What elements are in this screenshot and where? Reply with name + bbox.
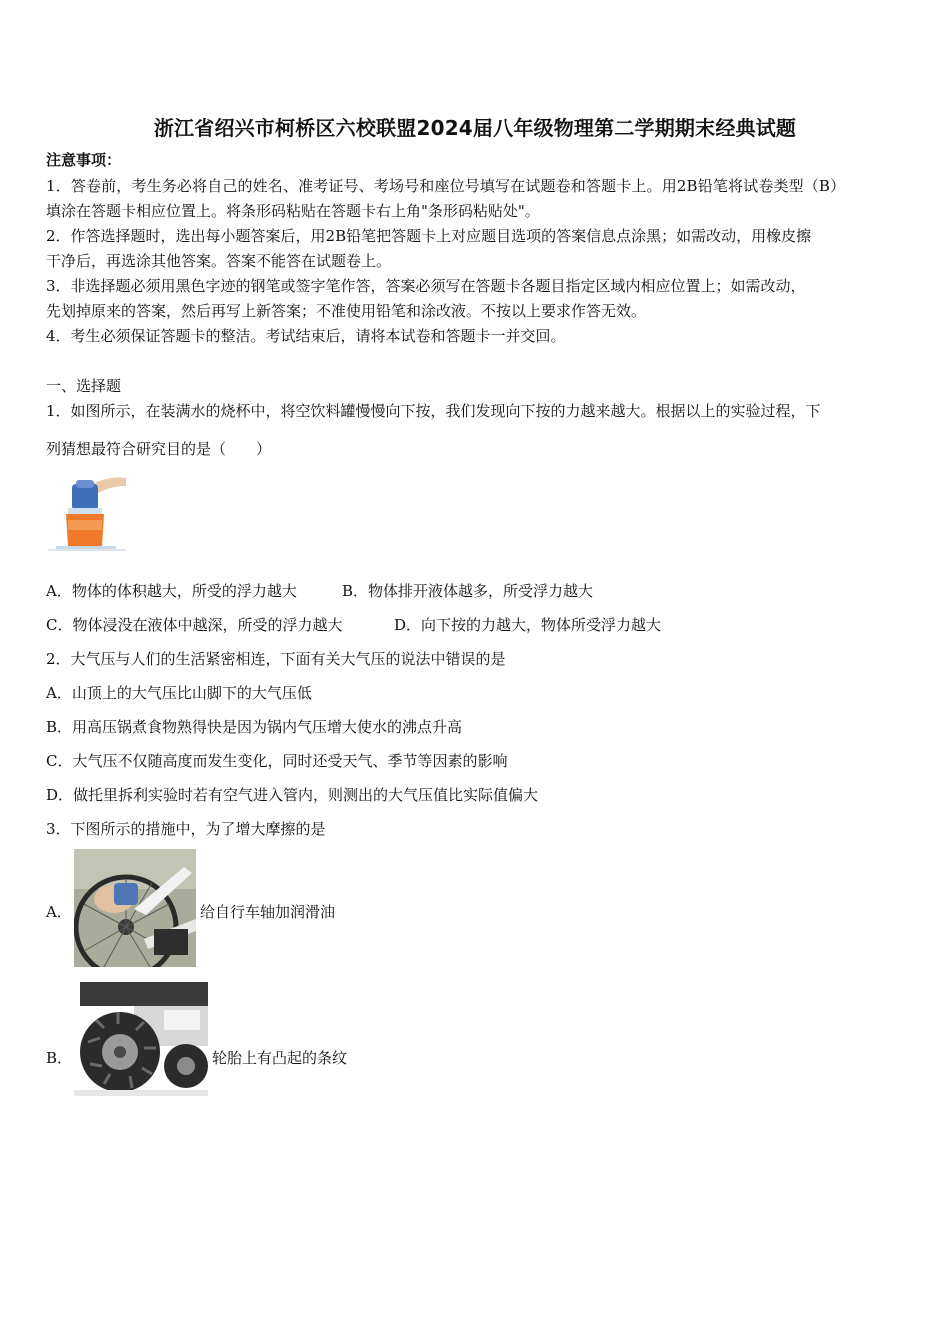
q1-stem-line2: 列猜想最符合研究目的是（ ） [46,440,272,458]
q1-option-b: B．物体排开液体越多，所受浮力越大 [342,582,594,600]
section-heading: 一、选择题 [46,377,122,395]
notice-line: 先划掉原来的答案，然后再写上新答案；不准使用铅笔和涂改液。不按以上要求作答无效。 [46,302,647,320]
notice-line: 1．答卷前，考生务必将自己的姓名、准考证号、考场号和座位号填写在试题卷和答题卡上。用2B铅笔将试卷类型（B） [46,177,846,195]
q1-option-d: D．向下按的力越大，物体所受浮力越大 [394,616,662,634]
bicycle-lubrication-image [74,849,196,967]
notice-line: 3．非选择题必须用黑色字迹的钢笔或签字笔作答，答案必须写在答题卡各题目指定区域内相应位置上；如需改动， [46,277,806,295]
q3-option-b-text: 轮胎上有凸起的条纹 [212,1049,348,1067]
page-title: 浙江省绍兴市柯桥区六校联盟2024届八年级物理第二学期期末经典试题 [153,116,797,140]
q1-option-c: C．物体浸没在液体中越深，所受的浮力越大 [46,616,343,634]
notice-line: 2．作答选择题时，选出每小题答案后，用2B铅笔把答题卡上对应题目选项的答案信息点涂黑；如需改动，用橡皮擦 [46,227,812,245]
q1-option-a: A．物体的体积越大，所受的浮力越大 [46,582,297,600]
q3-option-a-text: 给自行车轴加润滑油 [200,903,336,921]
q2-option-b: B．用高压锅煮食物熟得快是因为锅内气压增大使水的沸点升高 [46,718,463,736]
q2-stem: 2．大气压与人们的生活紧密相连，下面有关大气压的说法中错误的是 [46,650,506,668]
notice-line: 4．考生必须保证答题卡的整洁。考试结束后，请将本试卷和答题卡一并交回。 [46,327,566,345]
can-in-beaker-image [46,470,128,552]
q2-option-a: A．山顶上的大气压比山脚下的大气压低 [46,684,312,702]
notice-line: 填涂在答题卡相应位置上。将条形码粘贴在答题卡右上角"条形码粘贴处"。 [46,202,540,220]
tractor-tire-image [74,982,208,1096]
q3-stem: 3．下图所示的措施中，为了增大摩擦的是 [46,820,326,838]
q3-option-a-letter: A． [46,903,72,921]
q2-option-c: C．大气压不仅随高度而发生变化，同时还受天气、季节等因素的影响 [46,752,508,770]
q3-option-b-letter: B． [46,1049,73,1067]
notice-heading: 注意事项： [46,151,122,169]
q2-option-d: D．做托里拆利实验时若有空气进入管内，则测出的大气压值比实际值偏大 [46,786,539,804]
q1-stem-line1: 1．如图所示，在装满水的烧杯中，将空饮料罐慢慢向下按，我们发现向下按的力越来越大。根据以上的实验过程，下 [46,402,821,420]
notice-line: 干净后，再选涂其他答案。答案不能答在试题卷上。 [46,252,392,270]
